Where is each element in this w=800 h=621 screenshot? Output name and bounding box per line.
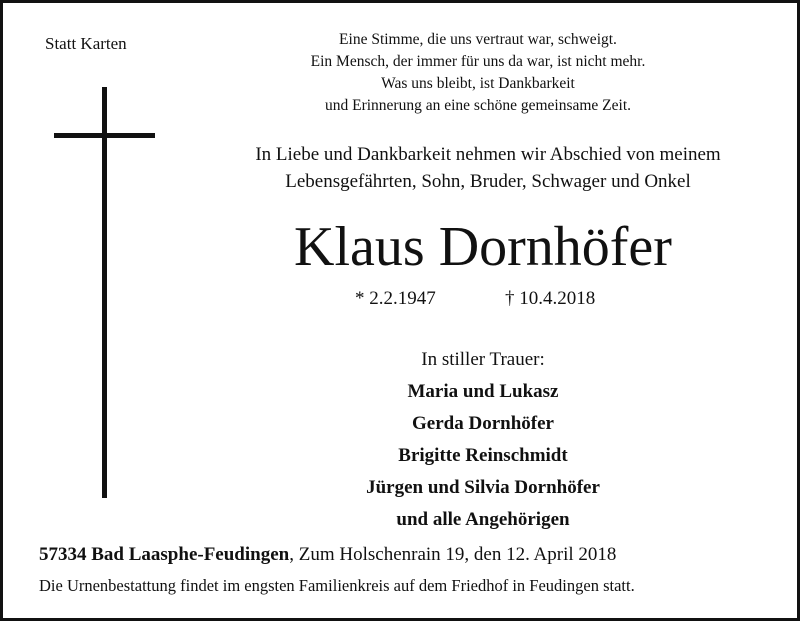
farewell-text [183,141,793,195]
burial-note: Die Urnenbestattung findet im engsten Familienkreis auf dem Friedhof in Feudingen statt. [39,576,635,595]
poem-line: Ein Mensch, der immer für uns da war, ist nicht mehr. [310,53,646,70]
birth-date: * 2.2.1947 [355,288,436,309]
farewell-line: In Liebe und Dankbarkeit nehmen wir Abschied von meinem [255,144,721,165]
mourners-heading: In stiller Trauer: [421,349,545,370]
cross-icon [102,87,107,498]
mourner-name: Brigitte Reinschmidt [398,445,568,466]
deceased-name: Klaus Dornhöfer [294,216,672,278]
farewell-line: Lebensgefährten, Sohn, Bruder, Schwager und Onkel [285,171,691,192]
mourner-name: Gerda Dornhöfer [412,413,554,434]
mourner-name: Maria und Lukasz [407,381,559,402]
address-line [39,544,616,566]
mourner-name: Jürgen und Silvia Dornhöfer [366,477,600,498]
mourner-name: und alle Angehörigen [396,509,570,530]
address-street-date: , Zum Holschenrain 19, den 12. April 2018 [289,544,617,565]
poem-line: Was uns bleibt, ist Dankbarkeit [381,75,575,92]
statt-karten-label: Statt Karten [45,34,127,53]
memorial-poem [253,29,703,117]
cross-icon-bar [54,133,155,138]
death-date: † 10.4.2018 [505,288,596,309]
poem-line: Eine Stimme, die uns vertraut war, schweigt. [339,31,617,48]
mourners-list [323,344,643,536]
address-place: 57334 Bad Laasphe-Feudingen [39,544,290,565]
poem-line: und Erinnerung an eine schöne gemeinsame Zeit. [324,97,632,114]
